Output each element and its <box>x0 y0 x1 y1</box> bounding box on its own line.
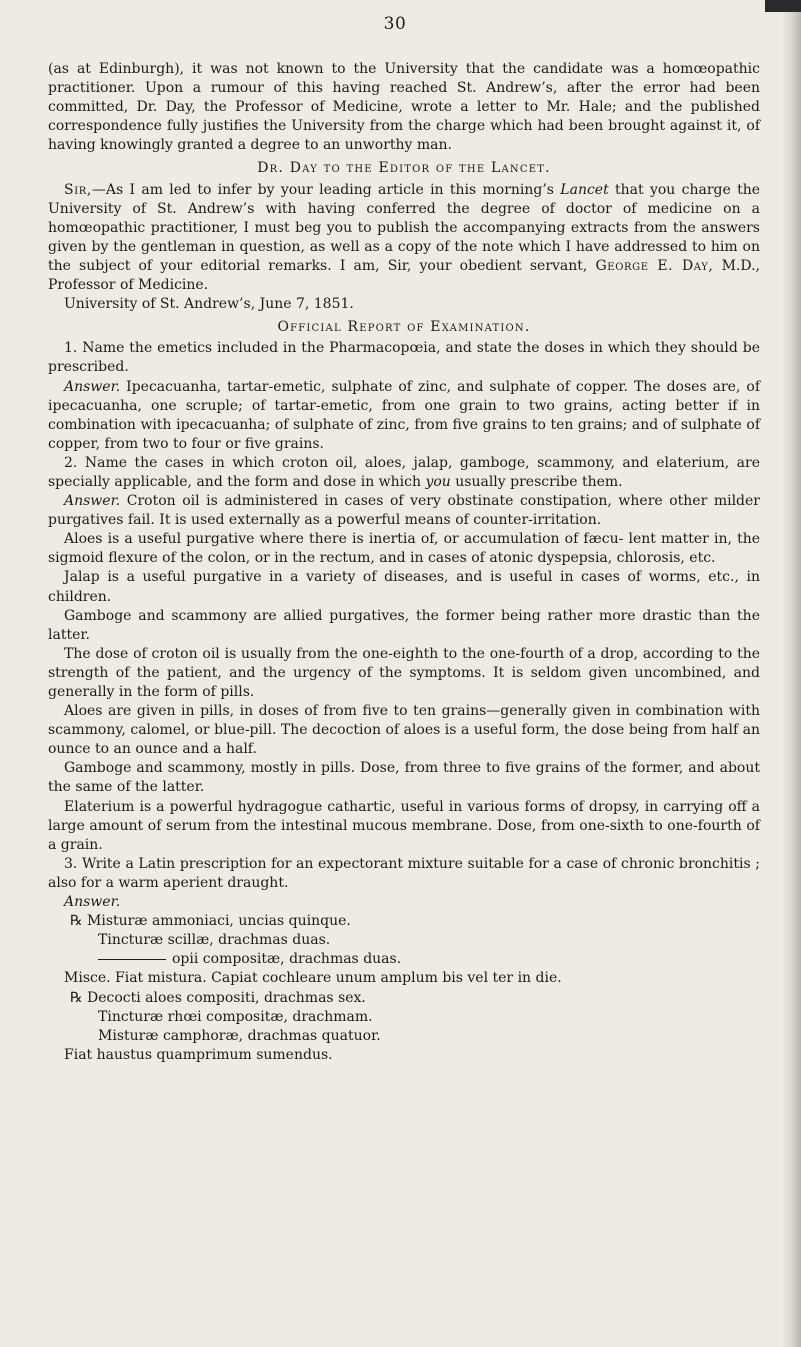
question-2-you: you <box>425 473 451 490</box>
page-number: 30 <box>383 14 407 34</box>
jalap-paragraph: Jalap is a useful purgative in a variety of diseases, and is useful in cases of worms, etc., in children. <box>48 569 760 605</box>
rx2-line-3: Misturæ camphoræ, drachmas quatuor. <box>98 1027 381 1044</box>
aloes-paragraph: Aloes is a useful purgative where there is inertia of, or accumulation of fæcu- lent matter in, the sigmoid flexure of the colon, or in the rectum, and in cases of atonic dyspepsia, chlorosis, etc. <box>48 531 760 567</box>
page-body <box>48 60 760 1065</box>
answer-1-label: Answer. <box>64 378 121 395</box>
lancet-title: Lancet <box>560 181 609 198</box>
page-corner-mark <box>765 0 801 12</box>
signature-title: M.D., Professor of Medicine. <box>48 257 760 294</box>
elaterium-paragraph: Elaterium is a powerful hydragogue cathartic, useful in various forms of dropsy, in carrying off a large amount of serum from the intestinal mucous membrane. Dose, from one-sixth to one-fourth of a grain. <box>48 798 760 853</box>
prescription-1 <box>70 912 760 969</box>
page-edge-shadow <box>783 0 801 1347</box>
question-2-part-b: usually prescribe them. <box>450 473 623 490</box>
rx2-fiat: Fiat haustus quamprimum sumendus. <box>64 1046 333 1063</box>
rx2-line-2: Tincturæ rhœi compositæ, drachmam. <box>98 1008 373 1025</box>
letter-paragraph <box>48 181 760 296</box>
question-3: 3. Write a Latin prescription for an expectorant mixture suitable for a case of chronic bronchitis ; also for a warm aperient draught. <box>48 855 760 891</box>
prescription-2 <box>70 989 760 1046</box>
rx1-misce: Misce. Fiat mistura. Capiat cochleare unum amplum bis vel ter in die. <box>64 970 562 987</box>
gamboge-dose-paragraph: Gamboge and scammony, mostly in pills. Dose, from three to five grains of the former, and about the same of the latter. <box>48 760 760 796</box>
report-heading: Official Report of Examination. <box>277 319 531 336</box>
question-2 <box>48 454 760 492</box>
aloes-dose-paragraph: Aloes are given in pills, in doses of from five to ten grains—generally given in combination with scammony, calomel, or blue-pill. The decoction of aloes is a useful form, the dose being from half an ounce to an ounce and a half. <box>48 703 760 758</box>
rx1-line-2: Tincturæ scillæ, drachmas duas. <box>98 932 331 949</box>
rx1-line-3-row <box>70 950 760 969</box>
answer-2-label: Answer. <box>64 493 121 510</box>
answer-3-label-line <box>48 893 760 912</box>
signature: George E. Day, <box>595 257 714 274</box>
intro-paragraph: (as at Edinburgh), it was not known to the University that the candidate was a homœopathic practitioner. Upon a rumour of this having reached St. Andrew’s, after the error had been committed, Dr. Day, the Professor of Medicine, wrote a letter to Mr. Hale; and the published correspondence fully justifies the University from the charge which had been brought against it, of having knowingly granted a degree to an unworthy man. <box>48 61 760 154</box>
rx1-line-1: ℞ Misturæ ammoniaci, uncias quinque. <box>70 913 351 930</box>
question-2-part-a: 2. Name the cases in which croton oil, aloes, jalap, gamboge, scammony, and elaterium, are specially applicable, and the form and dose in which <box>48 454 760 490</box>
answer-2-text: Croton oil is administered in cases of very obstinate constipation, where other milder purgatives fail. It is used externally as a powerful means of counter-irritation. <box>48 493 760 529</box>
ditto-dash <box>98 959 166 960</box>
answer-1 <box>48 378 760 454</box>
answer-3-label: Answer. <box>64 894 121 911</box>
letter-heading: Dr. Day to the Editor of the Lancet. <box>257 160 551 177</box>
croton-dose-paragraph: The dose of croton oil is usually from the one-eighth to the one-fourth of a drop, according to the strength of the patient, and the urgency of the symptoms. It is seldom given uncombined, and generally in the form of pills. <box>48 645 760 700</box>
rx2-line-1: ℞ Decocti aloes compositi, drachmas sex. <box>70 989 366 1006</box>
answer-2 <box>48 492 760 530</box>
question-1: 1. Name the emetics included in the Pharmacopœia, and state the doses in which they should be prescribed. <box>48 340 760 376</box>
answer-1-text: Ipecacuanha, tartar-emetic, sulphate of zinc, and sulphate of copper. The doses are, of ipecacuanha, one scruple; of tartar-emetic, from one grain to two grains, acting better if in combination with ipecacuanha; of sulphate of zinc, from five grains to ten grains; and of sulphate of copper, from two to four or five grains. <box>48 378 760 452</box>
letter-body-part-1: —As I am led to infer by your leading article in this morning’s <box>91 181 561 198</box>
dateline: University of St. Andrew’s, June 7, 1851. <box>64 296 354 313</box>
salutation: Sir, <box>64 181 92 198</box>
gamboge-paragraph: Gamboge and scammony are allied purgatives, the former being rather more drastic than the latter. <box>48 607 760 643</box>
rx1-line-3: opii compositæ, drachmas duas. <box>172 951 402 968</box>
letter-body-part-2: that you charge the University of St. Andrew’s with having conferred the degree of doctor of medicine on a homœopathic practitioner, I must beg you to publish the accompanying extracts from the answers given by the gentleman in question, as well as a copy of the note which I have addressed to him on the subject of your editorial remarks. I am, Sir, your obedient servant, <box>48 181 760 274</box>
